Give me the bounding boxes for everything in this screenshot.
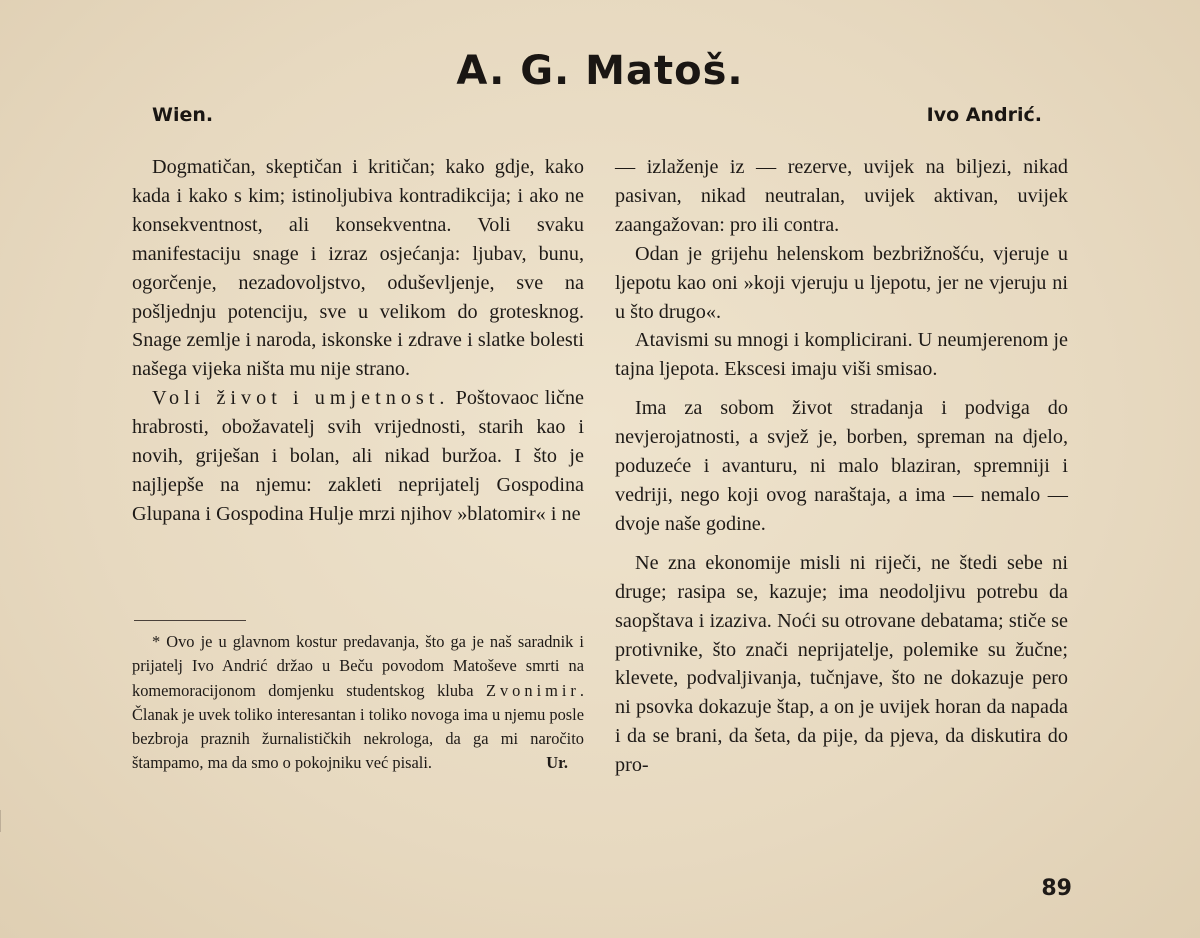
footnote-text-end: . Članak je uvek toliko interesantan i toliko novoga ima u njemu posle bezbroja praznih žurnalističkih nekrologa, da ga mi naročito štampamo, ma da smo o pokojniku već pisali.: [132, 680, 585, 773]
paragraph: Dogmatičan, skeptičan i kritičan; kako gdje, kako kada i kako s kim; istinoljubiva kontradikcija; i ako ne konsekventnost, ali konsekventna. Voli svaku manifestaciju snage i izraz osjećanja: ljubav, bunu, ogorčenje, nezadovoljstvo, oduševljenje, sve na pošljednju potenciju, sve u velikom do grotesknog. Snage zemlje i naroda, iskonske i zdrave i slatke bolesti našega vijeka ništa mu nije strano.: [132, 156, 584, 381]
dateline-place: Wien.: [152, 104, 214, 126]
paragraph: — izlaženje iz — rezerve, uvijek na biljezi, nikad pasivan, nikad neutralan, uvijek aktivan, uvijek zaangažovan: pro ili contra.: [615, 156, 1068, 236]
paragraph: Odan je grijehu helenskom bezbrižnošću, vjeruje u ljepotu kao oni »koji vjeruju u ljepotu, jer ne vjeruju ni u što drugo«.: [615, 242, 1068, 323]
footnote-text: [132, 630, 584, 776]
left-column: [132, 153, 584, 529]
footnote: [132, 630, 584, 776]
emphasized-phrase: Voli život i umjetnost.: [152, 387, 450, 410]
footnote-text-start: * Ovo je u glavnom kostur predavanja, što ga je naš saradnik i prijatelj Ivo Andrić držao u Beču povodom Matoševe smrti na komemoracijonom domjenku studentskog kluba: [132, 632, 584, 700]
club-name: Zvonimir: [485, 680, 580, 700]
paragraph: Ne zna ekonomije misli ni riječi, ne štedi sebe ni druge; rasipa se, kazuje; ima neodoljivu potrebu da saopštava i izaziva. Noći su otrovane debatama; stiče se protivnike, što znači neprijatelje, polemike su žučne; klevete, podvaljivanja, tučnjave, što ne dokazuje pero ni psovka dokazuje štap, a on je uvijek horan da napada i da se brani, da šeta, da pije, da pjeva, da diskutira do pro-: [615, 551, 1068, 777]
editor-signature: Ur.: [546, 753, 568, 773]
page-number: 89: [1041, 876, 1072, 901]
paragraph-text: Poštovaoc lične hrabrosti, obožavatelj svih vrijednosti, starih kao i novih, griješan i bolan, ali nikad buržoa. I što je najljepše na njemu: zakleti neprijatelj Gospodina Glupana i Gospodina Hulje mrzi njihov »blatomir« i ne: [132, 387, 584, 525]
right-column: [615, 153, 1068, 780]
article-title: A. G. Matoš.: [456, 48, 744, 94]
footnote-separator: [134, 620, 246, 621]
paragraph: Atavismi su mnogi i komplicirani. U neumjerenom je tajna ljepota. Ekscesi imaju viši smisao.: [615, 329, 1068, 381]
author-name: Ivo Andrić.: [926, 104, 1042, 126]
paragraph: Ima za sobom život stradanja i podviga do nevjerojatnosti, a svjež je, borben, spreman na djelo, poduzeće i avanturu, ni malo blaziran, spremniji i vedriji, nego koji ovog naraštaja, a ima — nemalo — dvoje naše godine.: [615, 397, 1068, 535]
binding-mark: [0, 810, 7, 832]
paragraph: [132, 384, 584, 529]
